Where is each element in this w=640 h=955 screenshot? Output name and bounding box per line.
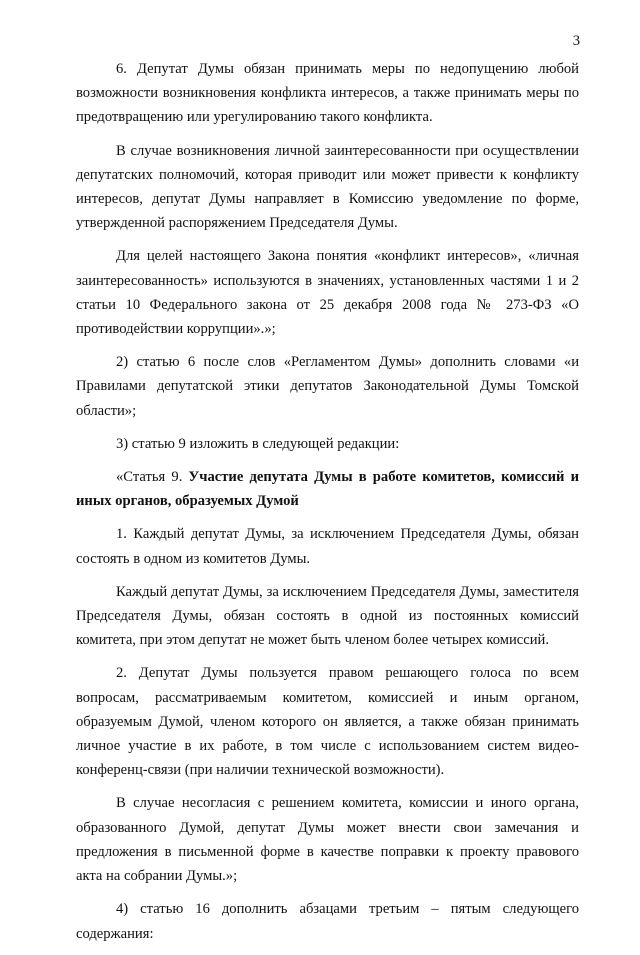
paragraph-definitions: Для целей настоящего Закона понятия «конфликт интересов», «личная заинтересованность» используются в значениях, установленных частями 1 и 2 статьи 10 Федерального закона от 25 декабря 2008 года № 273-ФЗ «О противодействии коррупции».»; xyxy=(76,248,579,338)
document-body xyxy=(76,57,579,955)
paragraph-commission-membership: Каждый депутат Думы, за исключением Председателя Думы, заместителя Председателя Думы, обязан состоять в одной из постоянных комиссий комитета, при этом депутат не может быть членом более четырех комиссий. xyxy=(76,583,579,649)
paragraph-committee-membership: 1. Каждый депутат Думы, за исключением Председателя Думы, обязан состоять в одном из комитетов Думы. xyxy=(76,526,579,567)
page-number: 3 xyxy=(572,33,580,49)
paragraph-voting-right: 2. Депутат Думы пользуется правом решающего голоса по всем вопросам, рассматриваемым комитетом, комиссией и иным органом, образуемым Думой, членом которого он является, а также обязан принимать личное участие в их работе, в том числе с использованием систем видео-конференц-связи (при наличии технической возможности). xyxy=(76,665,579,779)
paragraph-amendment-article-9: 3) статью 9 изложить в следующей редакции: xyxy=(116,435,400,452)
paragraph-amendment-article-6: 2) статью 6 после слов «Регламентом Думы» дополнить словами «и Правилами депутатской этики депутатов Законодательной Думы Томской области»; xyxy=(76,354,579,419)
paragraph-disagreement: В случае несогласия с решением комитета, комиссии и иного органа, образованного Думой, депутат Думы может внести свои замечания и предложения в письменной форме в качестве поправки к проекту правового акта на собрании Думы.»; xyxy=(76,795,579,885)
paragraph-personal-interest: В случае возникновения личной заинтересованности при осуществлении депутатских полномочий, которая приводит или может привести к конфликту интересов, депутат Думы направляет в Комиссию уведомление по форме, утвержденной распоряжением Председателя Думы. xyxy=(76,142,579,232)
paragraph-amendment-article-16: 4) статью 16 дополнить абзацами третьим – пятым следующего содержания: xyxy=(76,901,579,942)
article-9-heading-title: Участие депутата Думы в работе комитетов, комиссий и иных органов, образуемых Думой xyxy=(76,469,579,510)
paragraph-conflict-duty: 6. Депутат Думы обязан принимать меры по недопущению любой возможности возникновения конфликта интересов, а также принимать меры по предотвращению или урегулированию такого конфликта. xyxy=(76,61,579,126)
article-9-heading xyxy=(76,465,579,513)
article-9-heading-prefix: «Статья 9. xyxy=(116,469,189,486)
